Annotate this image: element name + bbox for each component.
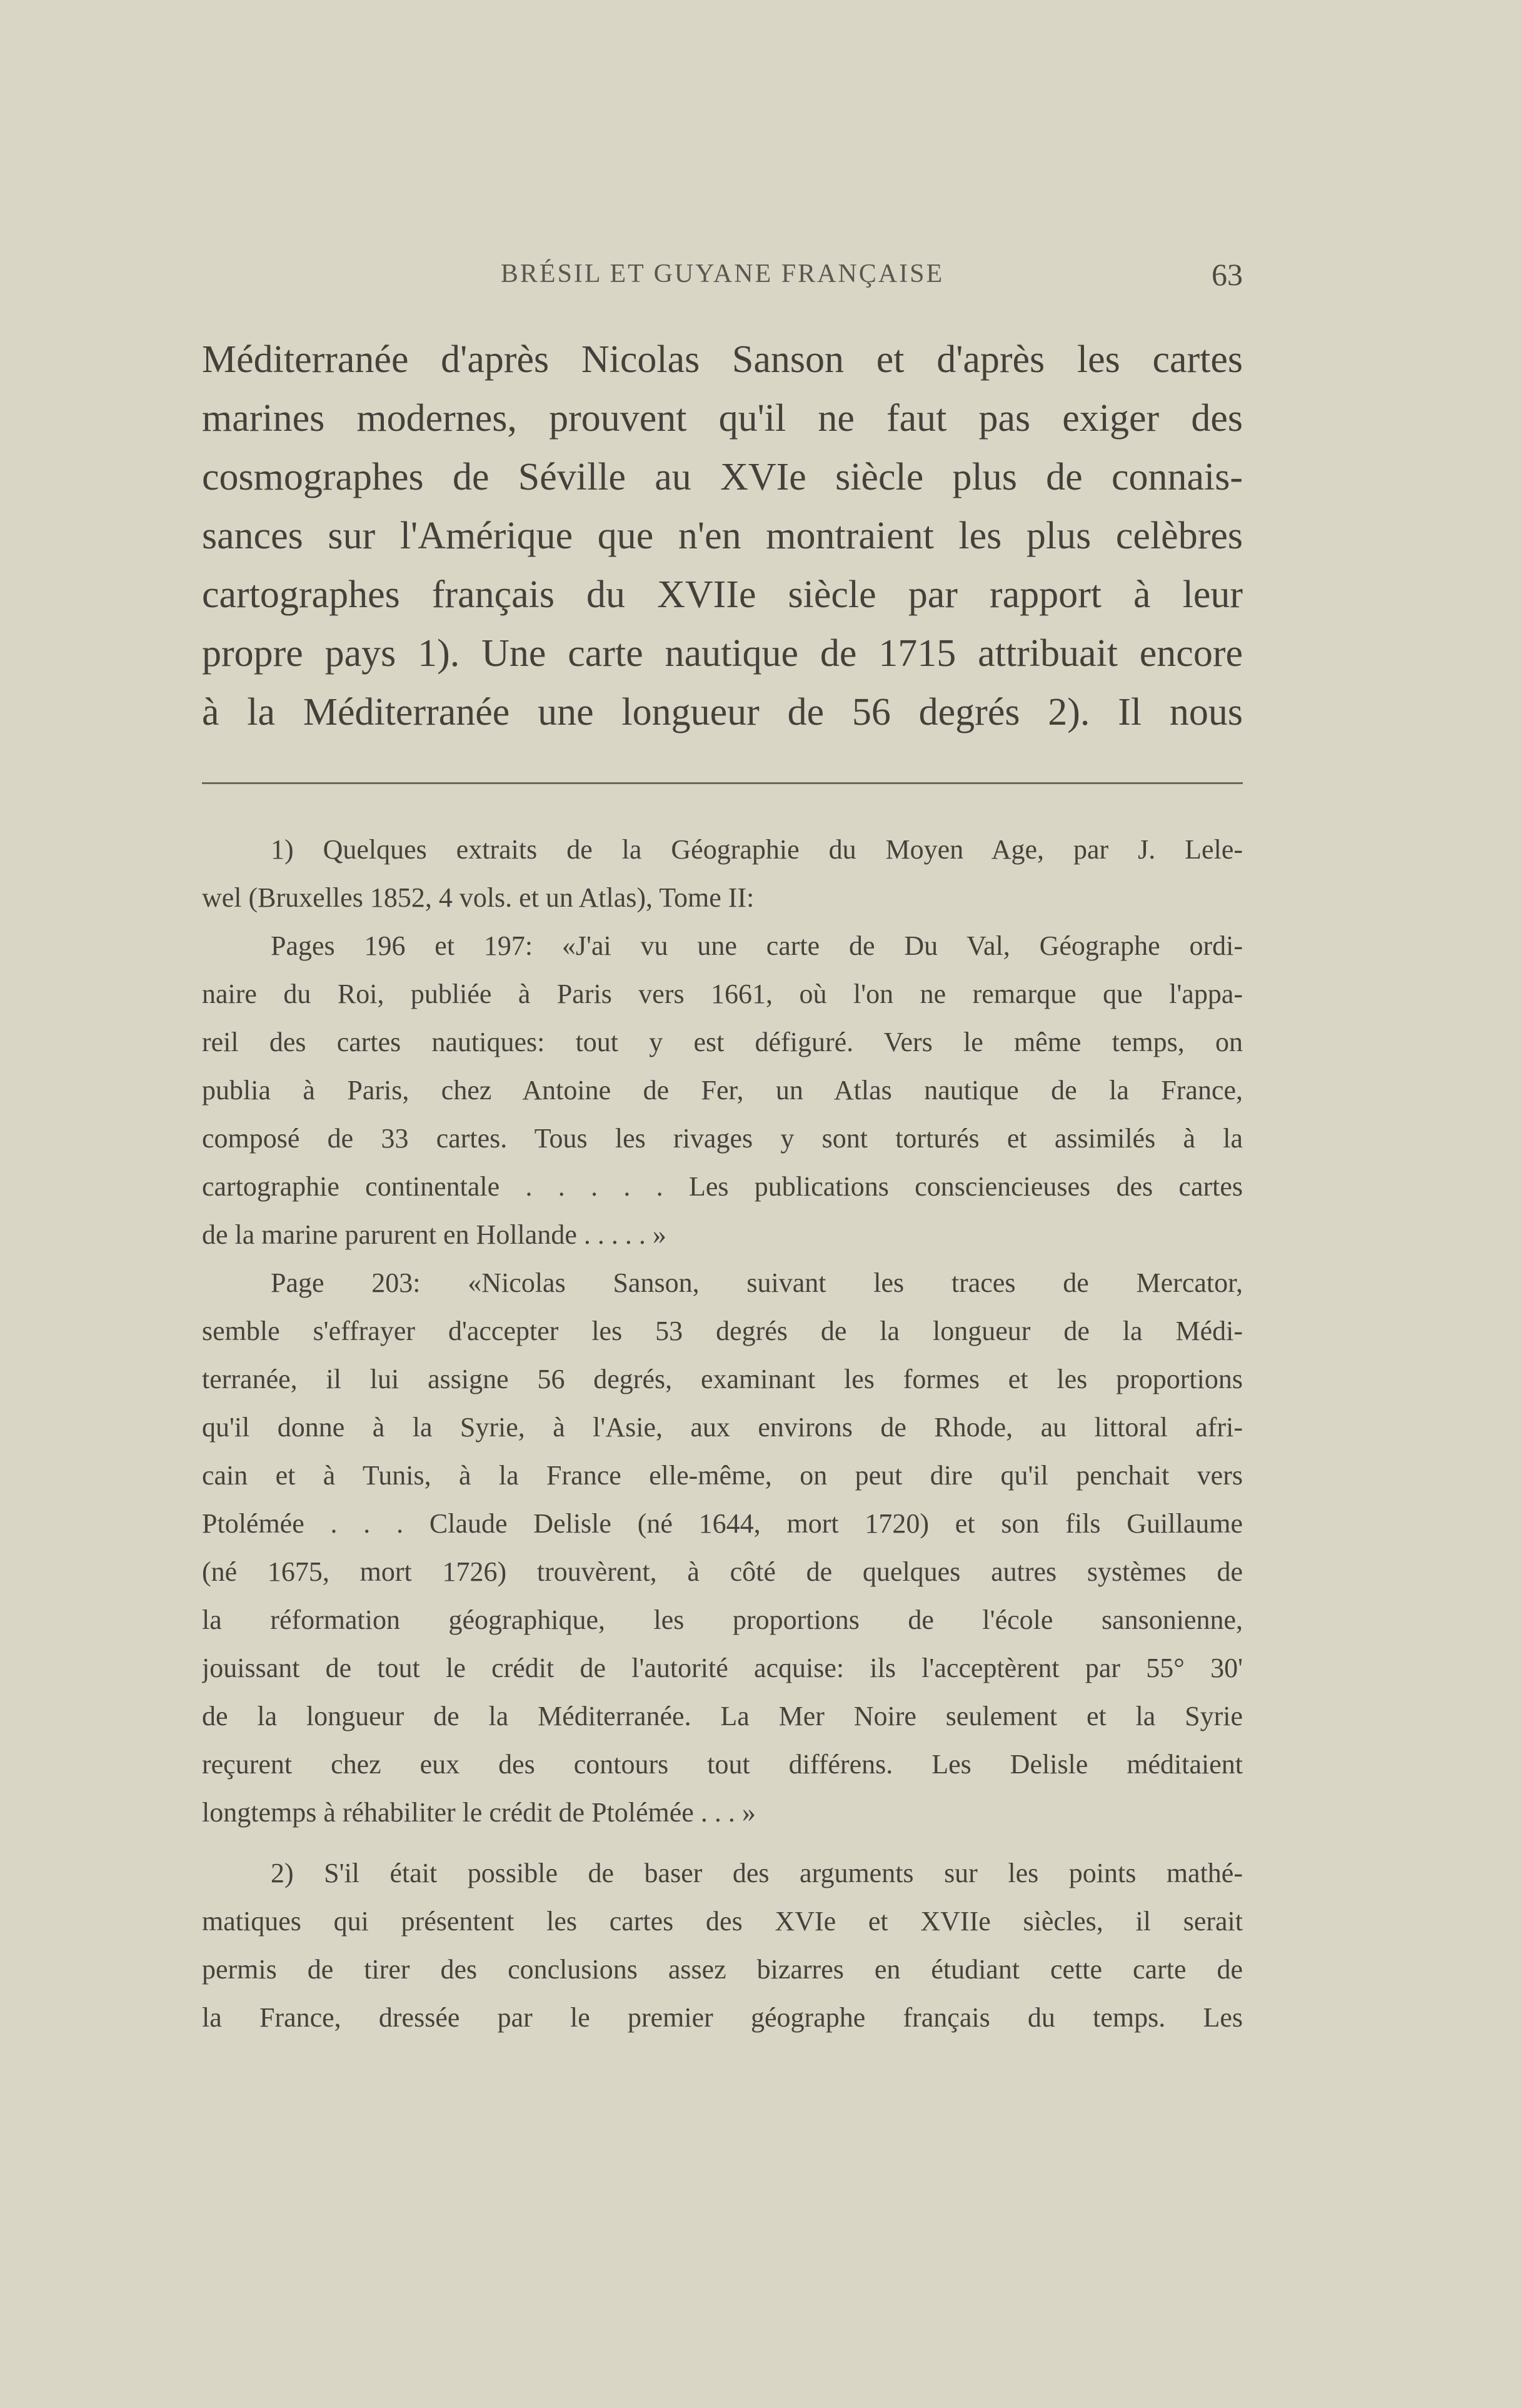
footnote-line: longtemps à réhabiliter le crédit de Ptolémée . . . » [202, 1797, 756, 1828]
footnote-line: permis de tirer des conclusions assez bizarres en étudiant cette carte de [202, 1954, 1243, 1985]
body-line: marines modernes, prouvent qu'il ne faut pas exiger des [202, 397, 1243, 440]
footnote-line: cartographie continentale . . . . . Les publications consciencieuses des cartes [202, 1171, 1243, 1202]
footnote-line: reçurent chez eux des contours tout différens. Les Delisle méditaient [202, 1749, 1243, 1780]
footnote-line: la réformation géographique, les proportions de l'école sansonienne, [202, 1604, 1243, 1635]
body-line: cosmographes de Séville au XVIe siècle plus de connais- [202, 456, 1243, 498]
body-line: à la Méditerranée une longueur de 56 degrés 2). Il nous [202, 691, 1243, 733]
body-paragraph [202, 330, 1243, 742]
footnote-line: Page 203: «Nicolas Sanson, suivant les traces de Mercator, [271, 1267, 1243, 1298]
footnote-gap [202, 1836, 1243, 1849]
footnote-2 [202, 1849, 1243, 2042]
running-title: BRÉSIL ET GUYANE FRANÇAISE [500, 259, 945, 288]
footnote-line: de la longueur de la Méditerranée. La Mer Noire seulement et la Syrie [202, 1701, 1243, 1731]
footnote-line: (né 1675, mort 1726) trouvèrent, à côté de quelques autres systèmes de [202, 1556, 1243, 1587]
footnote-line: reil des cartes nautiques: tout y est défiguré. Vers le même temps, on [202, 1027, 1243, 1057]
body-line: cartographes français du XVIIe siècle par rapport à leur [202, 573, 1243, 616]
footnote-line: 1) Quelques extraits de la Géographie du Moyen Age, par J. Lele- [271, 834, 1243, 865]
footnote-1 [202, 825, 1243, 1836]
body-line: Méditerranée d'après Nicolas Sanson et d'après les cartes [202, 338, 1243, 381]
body-line: sances sur l'Amérique que n'en montraient les plus celèbres [202, 515, 1243, 557]
footnote-line: terranée, il lui assigne 56 degrés, examinant les formes et les proportions [202, 1364, 1243, 1394]
footnote-line: 2) S'il était possible de baser des arguments sur les points mathé- [271, 1858, 1243, 1888]
footnote-line: wel (Bruxelles 1852, 4 vols. et un Atlas), Tome II: [202, 882, 755, 913]
footnotes [202, 825, 1243, 2042]
footnote-line: composé de 33 cartes. Tous les rivages y sont torturés et assimilés à la [202, 1123, 1243, 1154]
footnote-line: la France, dressée par le premier géographe français du temps. Les [202, 2002, 1243, 2033]
page-number: 63 [1212, 257, 1243, 292]
footnote-separator [202, 782, 1243, 784]
footnote-line: jouissant de tout le crédit de l'autorité acquise: ils l'acceptèrent par 55° 30' [202, 1653, 1243, 1683]
page-header [202, 259, 1243, 296]
footnote-line: matiques qui présentent les cartes des XVIe et XVIIe siècles, il serait [202, 1906, 1243, 1937]
footnote-line: cain et à Tunis, à la France elle-même, on peut dire qu'il penchait vers [202, 1460, 1243, 1491]
footnote-line: semble s'effrayer d'accepter les 53 degrés de la longueur de la Médi- [202, 1316, 1243, 1346]
footnote-line: naire du Roi, publiée à Paris vers 1661, où l'on ne remarque que l'appa- [202, 979, 1243, 1009]
footnote-line: Ptolémée . . . Claude Delisle (né 1644, mort 1720) et son fils Guillaume [202, 1508, 1243, 1539]
footnote-line: publia à Paris, chez Antoine de Fer, un Atlas nautique de la France, [202, 1075, 1243, 1106]
footnote-line: de la marine parurent en Hollande . . . . . » [202, 1219, 666, 1250]
footnote-line: qu'il donne à la Syrie, à l'Asie, aux environs de Rhode, au littoral afri- [202, 1412, 1243, 1443]
body-line: propre pays 1). Une carte nautique de 1715 attribuait encore [202, 632, 1243, 675]
footnote-line: Pages 196 et 197: «J'ai vu une carte de Du Val, Géographe ordi- [271, 930, 1243, 961]
